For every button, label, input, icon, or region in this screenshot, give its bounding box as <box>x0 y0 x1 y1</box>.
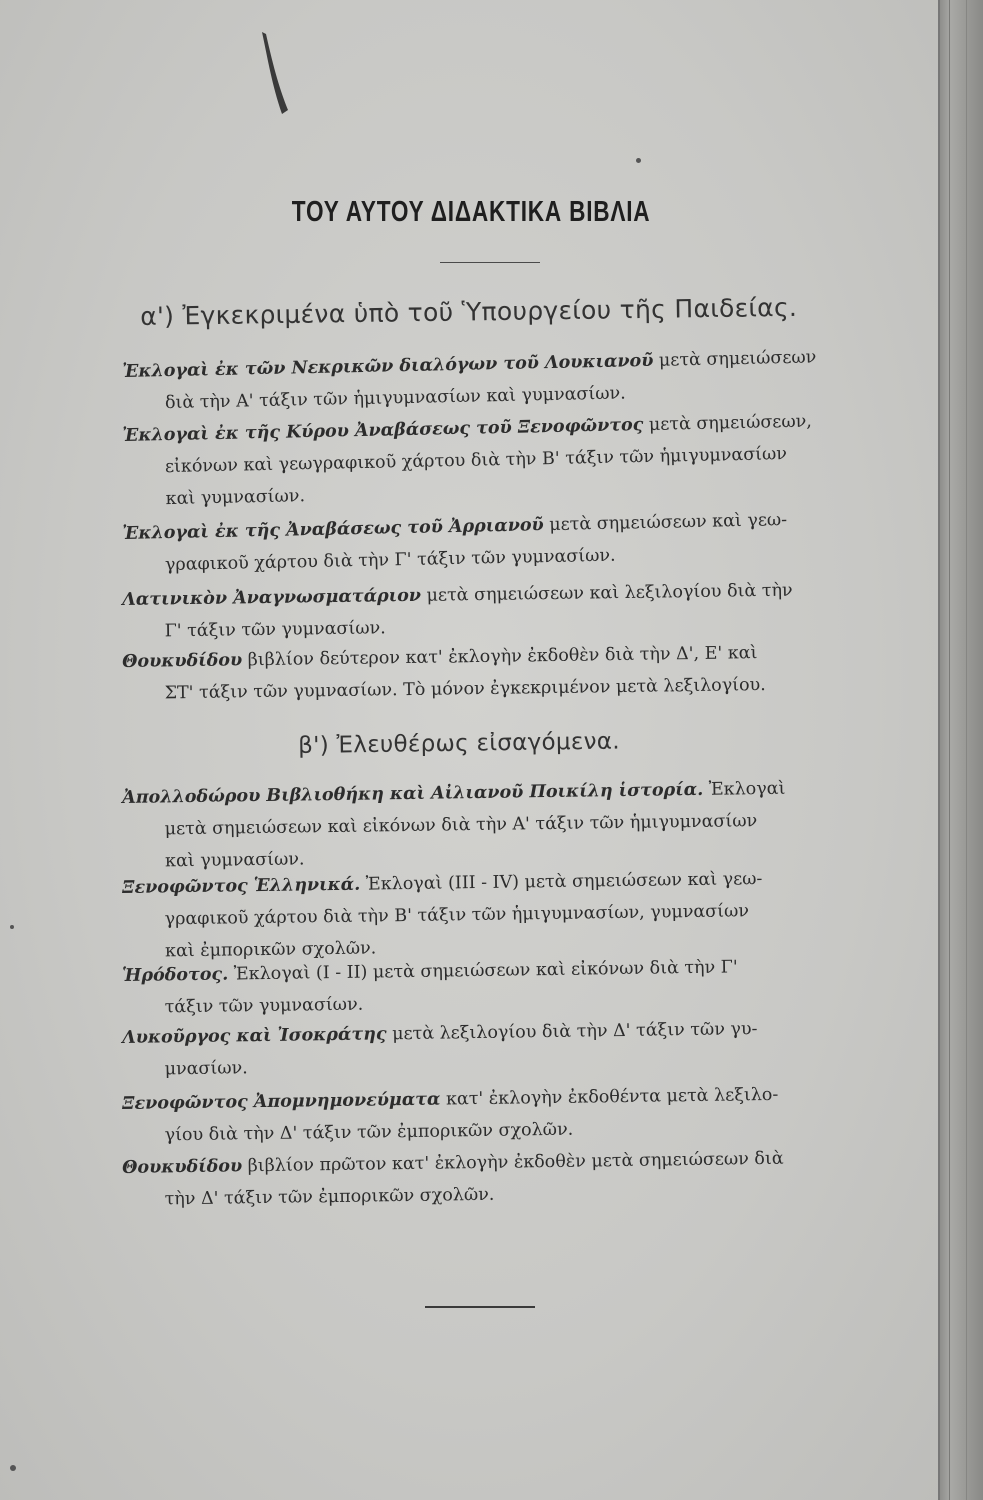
entry-text: γραφικοῦ χάρτου διὰ τὴν Γ' τάξιν τῶν γυμνασίων. <box>164 545 616 576</box>
list-item <box>122 1079 779 1152</box>
entry-text: καὶ γυμνασίων. <box>164 849 305 872</box>
entry-text: γίου διὰ τὴν Δ' τάξιν τῶν ἐμπορικῶν σχολῶν. <box>164 1119 574 1146</box>
ink-speck <box>10 1465 16 1471</box>
list-item <box>122 1013 758 1086</box>
entry-text: βιβλίον δεύτερον κατ' ἐκλογὴν ἐκδοθὲν διὰ τὴν Δ', Ε' καὶ <box>242 643 758 671</box>
entry-title: Ἐκλογαὶ ἐκ τῶν Νεκρικῶν διαλόγων τοῦ Λουκιανοῦ <box>122 350 654 382</box>
closing-rule <box>425 1306 535 1308</box>
list-item <box>122 951 738 1024</box>
list-item <box>122 637 766 710</box>
entry-text: βιβλίον πρῶτον κατ' ἐκλογὴν ἐκδοθὲν μετὰ σημειώσεων διὰ <box>242 1148 784 1177</box>
entry-text: μετὰ σημειώσεων, <box>643 411 813 436</box>
entry-text: Γ' τάξιν τῶν γυμνασίων. <box>164 618 386 642</box>
list-item <box>122 1143 784 1216</box>
entry-text: κατ' ἐκλογὴν ἐκδοθέντα μετὰ λεξιλο- <box>440 1084 779 1110</box>
entry-text: τὴν Δ' τάξιν τῶν ἐμπορικῶν σχολῶν. <box>164 1184 495 1210</box>
entry-title: Ἐκλογαὶ ἐκ τῆς Κύρου Ἀναβάσεως τοῦ Ξενοφῶντος <box>122 415 644 446</box>
spine-edge <box>949 0 950 1500</box>
entry-text: μετὰ σημειώσεων καὶ γεω- <box>543 510 788 536</box>
page-title: ΤΟΥ ΑΥΤΟΥ ΔΙΔΑΚΤΙΚΑ ΒΙΒΛΙΑ <box>291 196 651 228</box>
entry-text: Ἐκλογαὶ <box>703 778 786 800</box>
entry-text: ΣΤ' τάξιν τῶν γυμνασίων. Τὸ μόνον ἐγκεκριμένον μετὰ λεξιλογίου. <box>164 675 766 704</box>
entry-text: μετὰ σημειώσεων <box>653 347 817 371</box>
entry-title: Θουκυδίδου <box>122 1156 243 1178</box>
book-spine <box>938 0 983 1500</box>
section-a-heading: α') Ἐγκεκριμένα ὑπὸ τοῦ Ὑπουργείου τῆς Παιδείας. <box>140 292 798 331</box>
entry-text: γραφικοῦ χάρτου διὰ τὴν Β' τάξιν τῶν ἡμιγυμνασίων, γυμνασίων <box>164 901 750 930</box>
entry-text: καὶ γυμνασίων. <box>165 486 306 510</box>
title-divider <box>440 262 540 263</box>
entry-text: μετὰ σημειώσεων καὶ λεξιλογίου διὰ τὴν <box>420 580 793 606</box>
entry-text: Ἐκλογαὶ (I - II) μετὰ σημειώσεων καὶ εἰκόνων διὰ τὴν Γ' <box>228 957 738 985</box>
spine-edge <box>966 0 967 1500</box>
entry-text: Ἐκλογαὶ (ΙΙΙ - ΙV) μετὰ σημειώσεων καὶ γεω- <box>360 869 763 895</box>
entry-title: Λατινικὸν Ἀναγνωσματάριον <box>122 585 422 610</box>
list-item <box>122 504 788 582</box>
entry-title: Ξενοφῶντος Ἑλληνικά. <box>122 874 361 898</box>
section-b-heading: β') Ἐλευθέρως εἰσαγόμενα. <box>298 728 621 759</box>
entry-title: Ξενοφῶντος Ἀπομνημονεύματα <box>122 1089 441 1114</box>
entry-text: καὶ ἐμπορικῶν σχολῶν. <box>164 938 377 962</box>
entry-title: Ἀπολλοδώρου Βιβλιοθήκη καὶ Αἰλιανοῦ Ποικίλη ἱστορία. <box>122 779 704 808</box>
paper-tear-mark <box>260 30 300 120</box>
entry-text: μνασίων. <box>164 1058 248 1080</box>
ink-speck <box>636 158 641 163</box>
entry-text: μετὰ λεξιλογίου διὰ τὴν Δ' τάξιν τῶν γυ- <box>386 1019 758 1045</box>
ink-speck <box>10 925 14 929</box>
entry-text: μετὰ σημειώσεων καὶ εἰκόνων διὰ τὴν Α' τάξιν τῶν ἡμιγυμνασίων <box>164 811 758 840</box>
list-item <box>122 406 814 516</box>
list-item <box>122 773 787 878</box>
list-item <box>122 575 793 648</box>
entry-text: εἰκόνων καὶ γεωγραφικοῦ χάρτου διὰ τὴν Β' τάξιν τῶν ἡμιγυμνασίων <box>164 444 788 478</box>
entry-text: διὰ τὴν Α' τάξιν τῶν ἡμιγυμνασίων καὶ γυμνασίων. <box>164 383 626 414</box>
entry-title: Λυκοῦργος καὶ Ἰσοκράτης <box>122 1024 387 1048</box>
entry-title: Θουκυδίδου <box>122 650 243 672</box>
entry-title: Ἡρόδοτος. <box>122 964 229 986</box>
entry-title: Ἐκλογαὶ ἐκ τῆς Ἀναβάσεως τοῦ Ἀρριανοῦ <box>122 515 544 544</box>
entry-text: τάξιν τῶν γυμνασίων. <box>164 994 364 1018</box>
